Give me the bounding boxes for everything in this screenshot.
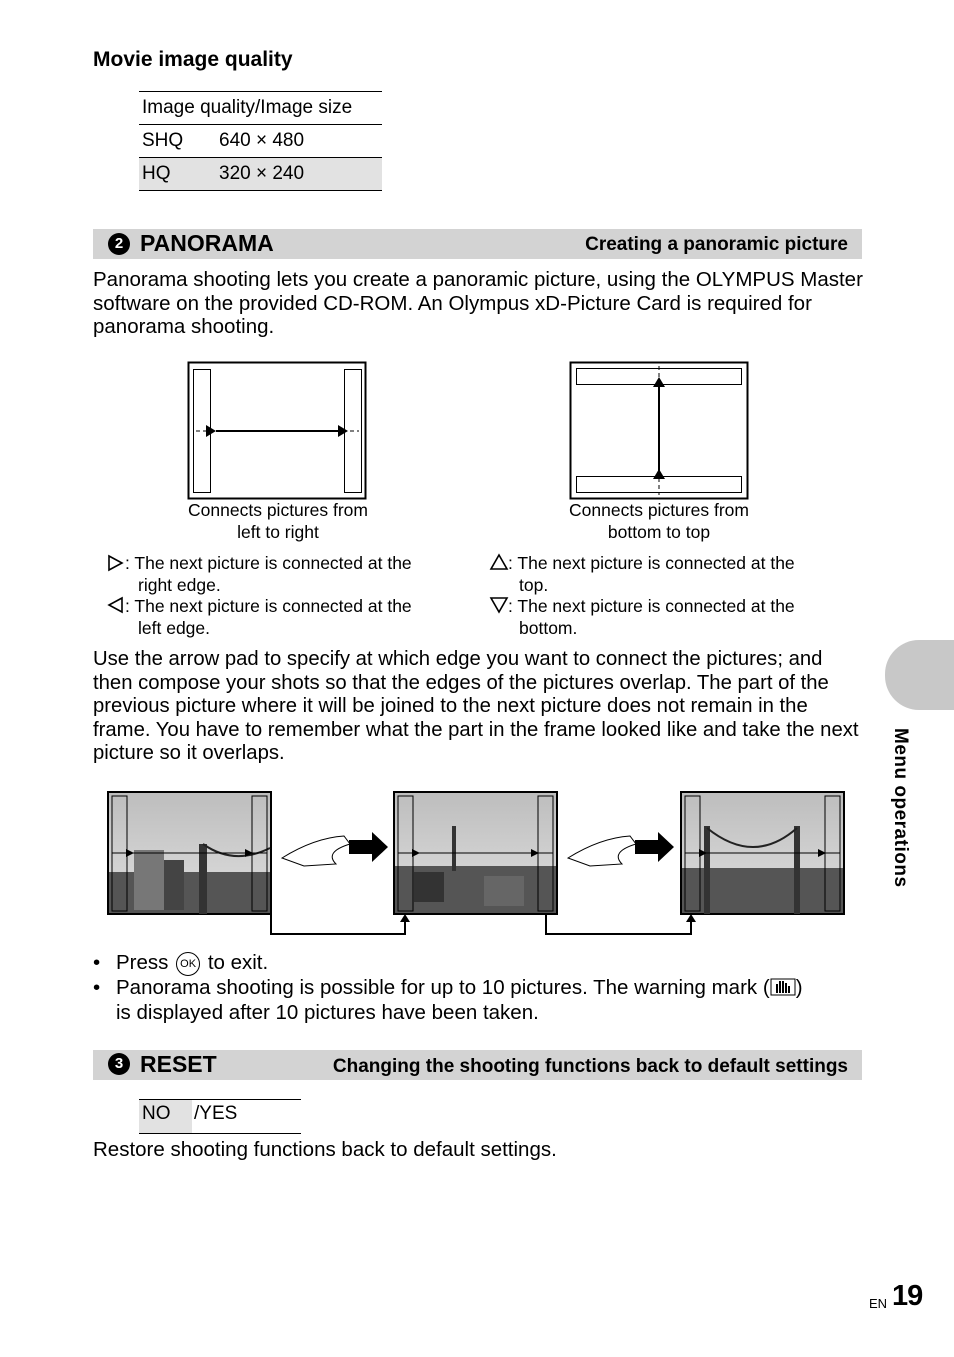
ok-button-icon: OK: [176, 952, 200, 976]
arrow-right-icon: [349, 832, 388, 862]
panorama-section-bar: [93, 229, 862, 259]
connector-line: [546, 914, 691, 934]
reset-description: Restore shooting functions back to default settings.: [93, 1138, 557, 1161]
diagram-caption: Connects pictures from: [569, 500, 749, 520]
section-number-badge: 2: [108, 233, 130, 255]
reset-options: [139, 1099, 301, 1134]
panorama-sequence-illustration: [104, 786, 850, 940]
reset-section-bar: [93, 1050, 862, 1080]
bullet-text: ): [795, 976, 803, 999]
diagram-caption: bottom to top: [607, 522, 711, 542]
note-right-line: : The next picture is connected at the: [125, 553, 412, 573]
warning-hand-icon: [770, 977, 796, 997]
left-to-right-diagram: [186, 361, 370, 501]
table-cell: SHQ: [142, 130, 184, 151]
note-bottom-line: : The next picture is connected at the: [508, 596, 795, 616]
page-number: 19: [892, 1280, 923, 1312]
note-left-line: : The next picture is connected at the: [125, 596, 412, 616]
option-no: NO: [142, 1103, 171, 1124]
hand-press-icon: [282, 836, 350, 866]
movie-quality-heading: Movie image quality: [93, 48, 293, 71]
section-subtitle: Changing the shooting functions back to default settings: [332, 1056, 848, 1077]
right-triangle-icon: [106, 554, 124, 572]
bullet-text: to exit.: [207, 951, 269, 974]
option-yes: /YES: [194, 1103, 238, 1124]
table-cell: 320 × 240: [219, 163, 305, 184]
bullet-text: is displayed after 10 pictures have been taken.: [116, 1000, 539, 1024]
bullet-panorama-limit: • Panorama shooting is possible for up to 10 pictures. The warning mark ( ) is displayed after 10 pictures have been taken.: [93, 976, 803, 1024]
table-row: [139, 158, 382, 191]
bullet-press-ok: • Press OK to exit.: [93, 951, 269, 974]
panorama-instructions: Use the arrow pad to specify at which edge you want to connect the pictures; and then compose your shots so that the edges of the pictures overlap. The part of the previous picture where it will be joined to the next picture does not remain in the frame. You have to remember what the part in the frame looked like and take the next picture so it overlaps.: [93, 648, 859, 764]
table-header: Image quality/Image size: [142, 97, 353, 118]
note-left-line: left edge.: [138, 618, 210, 638]
diagram-caption: left to right: [237, 522, 319, 542]
bullet-text: Panorama shooting is possible for up to 10 pictures. The warning mark (: [116, 976, 770, 999]
side-tab: [885, 640, 954, 710]
hand-press-icon: [568, 836, 636, 866]
note-right-line: right edge.: [138, 575, 221, 595]
arrow-right-icon: [635, 832, 674, 862]
connector-line: [271, 914, 405, 934]
note-top-line: : The next picture is connected at the: [508, 553, 795, 573]
bottom-to-top-diagram: [568, 361, 750, 501]
note-top-line: top.: [519, 575, 549, 595]
side-label: Menu operations: [890, 728, 911, 888]
note-bottom-line: bottom.: [519, 618, 578, 638]
movie-quality-table: [139, 91, 382, 191]
section-title: PANORAMA: [140, 230, 274, 256]
up-triangle-icon: [489, 553, 509, 571]
photo-1: [108, 792, 271, 914]
section-subtitle: Creating a panoramic picture: [585, 234, 848, 255]
table-cell: 640 × 480: [219, 130, 305, 151]
bullet-text: Press: [116, 951, 169, 974]
photo-3: [681, 792, 844, 914]
language-code: EN: [869, 1296, 888, 1311]
panorama-intro: Panorama shooting lets you create a panoramic picture, using the OLYMPUS Master software on the provided CD-ROM. An Olympus xD-Picture Card is required for panorama shooting.: [93, 268, 863, 338]
table-row: [139, 125, 382, 158]
down-triangle-icon: [489, 596, 509, 614]
left-triangle-icon: [106, 596, 124, 614]
section-title: RESET: [140, 1051, 217, 1077]
section-number-badge: 3: [108, 1053, 130, 1075]
table-cell: HQ: [142, 163, 171, 184]
photo-2: [394, 792, 557, 914]
diagram-caption: Connects pictures from: [188, 500, 368, 520]
